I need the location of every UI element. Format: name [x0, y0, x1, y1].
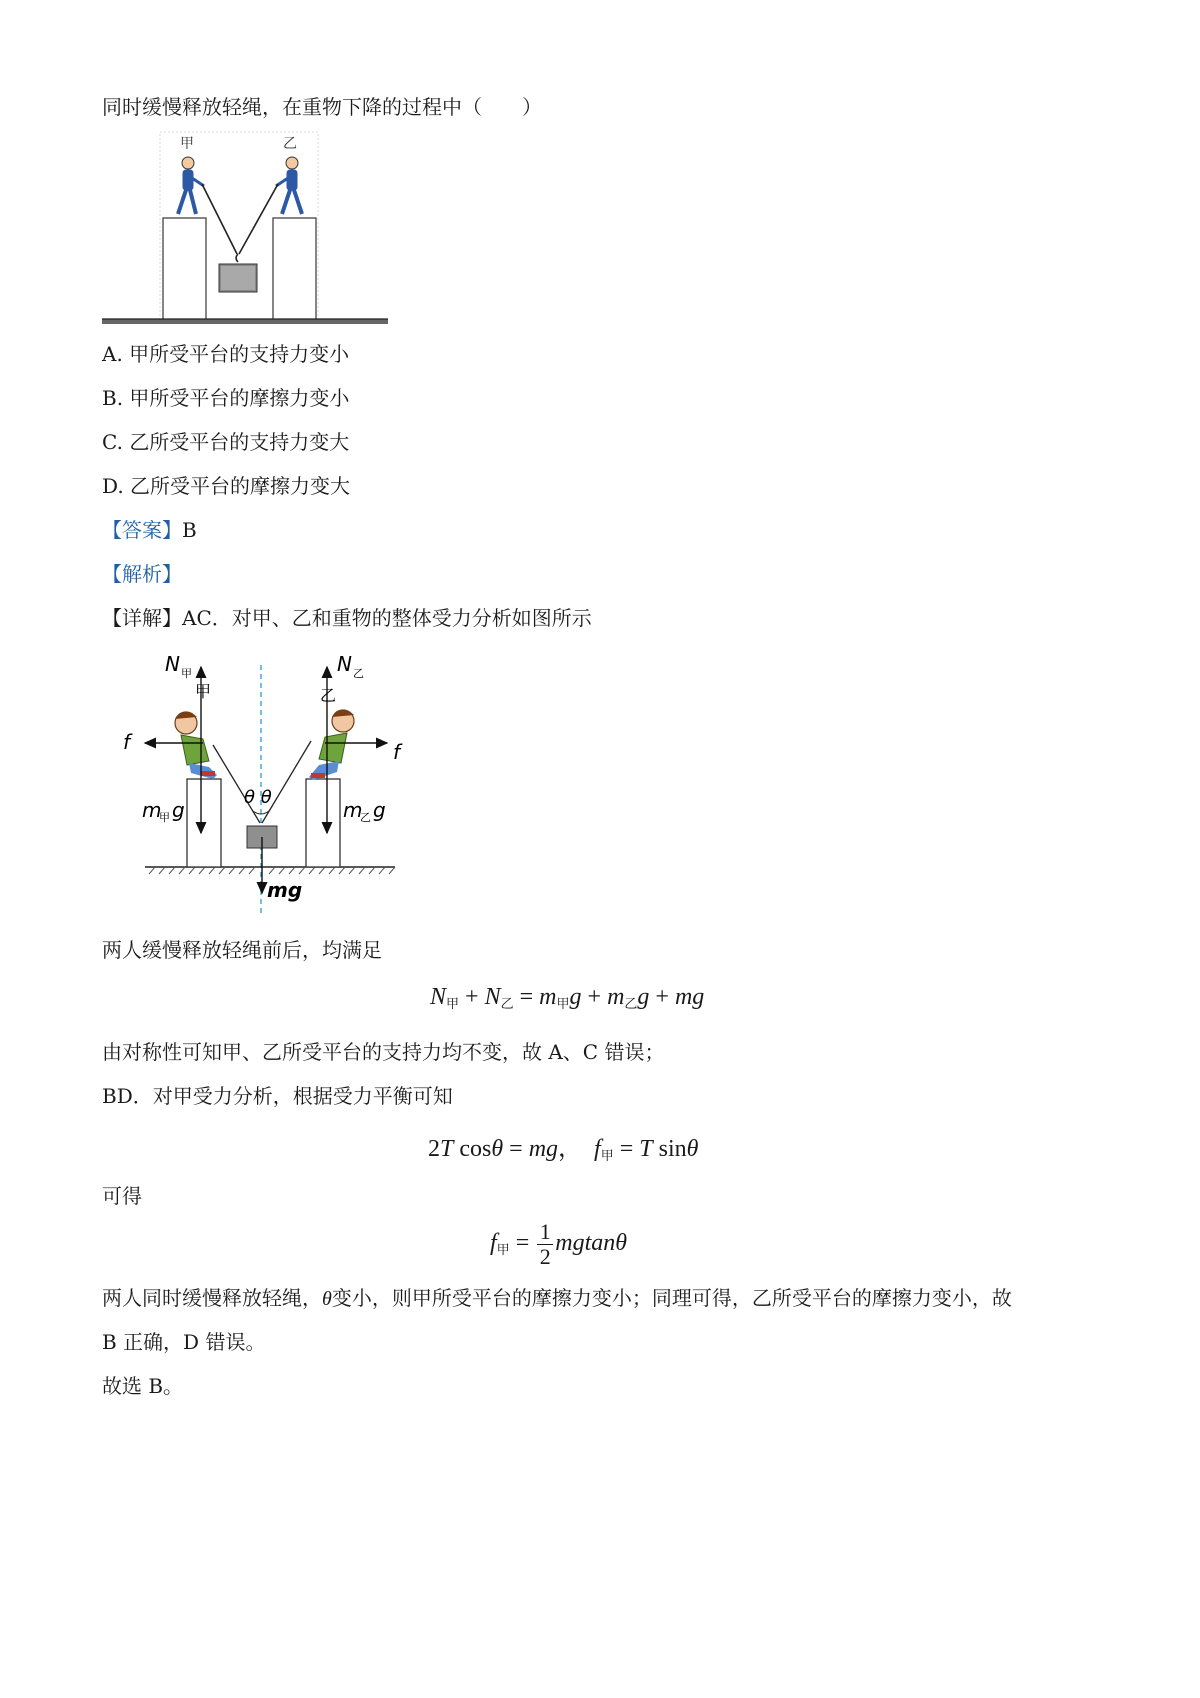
ground-hatching: [149, 867, 395, 874]
answer-tag: 【答案】: [102, 518, 182, 542]
rope-right: [239, 184, 278, 254]
ground: [102, 319, 388, 324]
detail-paragraph-1: 两人缓慢释放轻绳前后，均满足: [102, 938, 382, 962]
label-yi: 乙: [320, 686, 337, 705]
equation-2: 2T cosθ = mg， $f_甲 = T$ sinθ: [428, 1136, 699, 1163]
label-n-yi: N: [337, 652, 352, 676]
person-jia: [175, 711, 217, 779]
label-n-jia: N: [165, 652, 180, 676]
label-n-jia-sub: 甲: [181, 667, 192, 680]
option-a: A. 甲所受平台的支持力变小: [102, 342, 350, 366]
figure1-label-yi: 乙: [283, 136, 297, 152]
right-platform: [273, 218, 316, 320]
label-m-yi-sub: 乙: [360, 811, 371, 824]
label-theta: θ θ: [244, 787, 272, 808]
detail-paragraph-7: 故选 B。: [102, 1374, 184, 1398]
detail-paragraph-4: 可得: [102, 1184, 142, 1208]
label-jia: 甲: [195, 682, 212, 701]
label-m-jia: m: [142, 798, 162, 822]
right-platform: [306, 779, 340, 867]
detail-paragraph-2: 由对称性可知甲、乙所受平台的支持力均不变，故 A、C 错误；: [102, 1040, 665, 1064]
person-jia: [178, 157, 204, 214]
left-platform: [163, 218, 206, 320]
answer-value: B: [182, 518, 197, 542]
detail-paragraph-5: 两人同时缓慢释放轻绳，θ变小，则甲所受平台的摩擦力变小；同理可得，乙所受平台的摩擦力变小，故: [102, 1286, 1012, 1310]
question-stem: 同时缓慢释放轻绳，在重物下降的过程中（ ）: [102, 95, 542, 119]
rope-left: [202, 184, 237, 254]
detail-paragraph-3: BD．对甲受力分析，根据受力平衡可知: [102, 1084, 453, 1108]
person-yi: [276, 157, 302, 214]
person-yi: [309, 709, 354, 780]
option-b: B. 甲所受平台的摩擦力变小: [102, 386, 350, 410]
figure-platforms-diagram: [100, 128, 390, 328]
label-mg: mg: [267, 878, 303, 902]
option-d: D. 乙所受平台的摩擦力变大: [102, 474, 351, 498]
left-platform: [187, 779, 221, 867]
label-f-right: f: [393, 740, 401, 764]
label-m-jia-sub: 甲: [159, 811, 170, 824]
equation-3: $f_甲$ = $\frac{1}{2}$ mgtanθ: [490, 1219, 628, 1269]
detail-intro: 【详解】AC．对甲、乙和重物的整体受力分析如图所示: [102, 606, 592, 630]
equation-1: $N_甲 + N_乙 = m_甲g + m_乙g$ + mg: [430, 984, 705, 1011]
rope-right: [262, 741, 311, 823]
label-m-yi: m: [343, 798, 363, 822]
label-g-jia: g: [172, 798, 185, 822]
figure1-label-jia: 甲: [180, 136, 194, 152]
label-g-yi: g: [373, 798, 386, 822]
analysis-tag: 【解析】: [102, 562, 182, 586]
option-c: C. 乙所受平台的支持力变大: [102, 430, 350, 454]
detail-tag: 【详解】: [102, 606, 182, 630]
figure-force-diagram: [115, 645, 415, 920]
label-n-yi-sub: 乙: [353, 667, 364, 680]
answer-line: [102, 516, 197, 544]
label-f-left: f: [123, 730, 131, 754]
detail-paragraph-6: B 正确，D 错误。: [102, 1330, 266, 1354]
